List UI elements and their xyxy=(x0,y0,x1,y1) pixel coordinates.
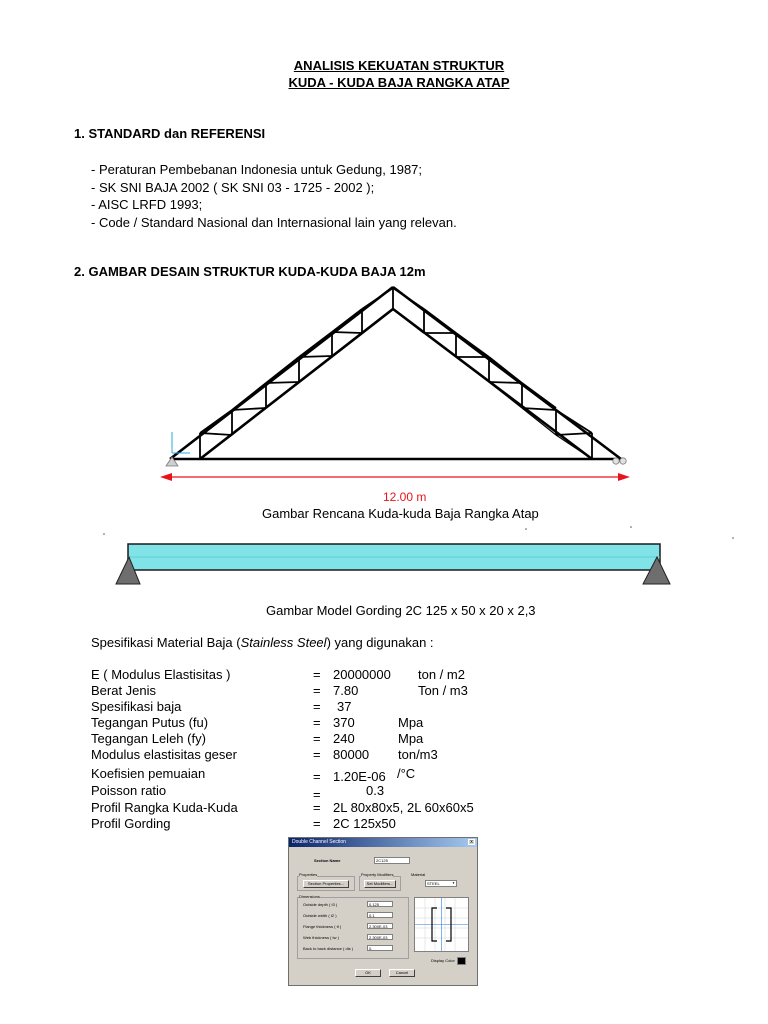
spec-equals: = xyxy=(313,667,321,682)
spec-label: Spesifikasi baja xyxy=(91,699,182,714)
dimensions-label: Dimensions xyxy=(299,894,320,899)
cancel-button[interactable]: Cancel xyxy=(389,969,415,977)
spec-equals: = xyxy=(313,787,321,802)
section-properties-button[interactable]: Section Properties... xyxy=(303,880,349,888)
spec-value: 240 xyxy=(333,731,355,746)
spec-value: 37 xyxy=(337,699,352,714)
material-value: STEEL xyxy=(427,881,440,886)
truss-caption: Gambar Rencana Kuda-kuda Baja Rangka Atap xyxy=(262,506,539,521)
spec-value: 370 xyxy=(333,715,355,730)
section-preview xyxy=(414,897,469,952)
spec-value: 1.20E-06 xyxy=(333,769,386,784)
set-modifiers-button[interactable]: Set Modifiers... xyxy=(364,880,396,888)
field-input[interactable]: 0.125 xyxy=(367,901,393,907)
spec-unit: /°C xyxy=(397,766,416,781)
spec-value: 0.3 xyxy=(366,783,385,798)
spec-value: 80000 xyxy=(333,747,370,762)
material-label: Material xyxy=(411,872,426,877)
truss-bracing xyxy=(200,333,592,459)
left-support xyxy=(166,432,190,466)
spec-label: Profil Gording xyxy=(91,816,171,831)
spec-equals: = xyxy=(313,699,321,714)
spec-equals: = xyxy=(313,800,321,815)
display-color-swatch[interactable] xyxy=(457,957,466,965)
spec-equals: = xyxy=(313,747,321,762)
dialog-title: Double Channel Section xyxy=(292,839,346,845)
field-label: Flange thickness ( tf ) xyxy=(303,924,342,929)
section2-heading: 2. GAMBAR DESAIN STRUKTUR KUDA-KUDA BAJA 12m xyxy=(74,264,426,279)
section-name-input[interactable]: 2C125 xyxy=(374,857,410,864)
field-input[interactable]: 2.300E-03 xyxy=(367,934,393,940)
document-title-line2: KUDA - KUDA BAJA RANGKA ATAP xyxy=(288,75,510,90)
span-dimension-line xyxy=(160,473,630,481)
material-intro-italic: Stainless Steel xyxy=(240,635,327,650)
spec-value: 20000000 xyxy=(333,667,391,682)
field-input[interactable]: 2.300E-03 xyxy=(367,923,393,929)
field-input[interactable]: 0. xyxy=(367,945,393,951)
spec-unit: Mpa xyxy=(398,715,424,730)
document-title-line1: ANALISIS KEKUATAN STRUKTUR xyxy=(293,58,505,73)
material-intro-after: ) yang digunakan : xyxy=(326,635,434,650)
double-channel-icon xyxy=(415,898,468,951)
spec-unit: Mpa xyxy=(398,731,424,746)
spec-equals: = xyxy=(313,731,321,746)
spec-label: Tegangan Leleh (fy) xyxy=(91,731,206,746)
reference-item: - SK SNI BAJA 2002 ( SK SNI 03 - 1725 - 2002 ); xyxy=(91,179,375,195)
property-modifiers-label: Property Modifiers xyxy=(361,872,394,877)
spec-label: E ( Modulus Elastisitas ) xyxy=(91,667,231,682)
dialog-title-bar xyxy=(289,838,477,847)
spec-label: Koefisien pemuaian xyxy=(91,766,206,781)
spec-unit: ton/m3 xyxy=(398,747,438,762)
span-dimension-label: 12.00 m xyxy=(383,490,427,504)
spec-value: 2L 80x80x5, 2L 60x60x5 xyxy=(333,800,474,815)
section1-heading: 1. STANDARD dan REFERENSI xyxy=(74,126,266,141)
reference-item: - Peraturan Pembebanan Indonesia untuk Gedung, 1987; xyxy=(91,162,423,177)
spec-unit: ton / m2 xyxy=(418,667,465,682)
spec-equals: = xyxy=(313,769,321,784)
reference-item: - Code / Standard Nasional dan Internasional lain yang relevan. xyxy=(91,214,457,230)
reference-item: - AISC LRFD 1993; xyxy=(91,197,203,212)
material-intro xyxy=(91,635,434,650)
spec-label: Tegangan Putus (fu) xyxy=(91,715,209,730)
material-select[interactable] xyxy=(425,880,457,887)
spec-equals: = xyxy=(313,715,321,730)
field-label: Back to back distance ( dis ) xyxy=(303,946,354,951)
chevron-down-icon: ▼ xyxy=(452,881,455,885)
double-channel-section-dialog xyxy=(288,837,478,986)
spec-equals: = xyxy=(313,816,321,831)
spec-label: Profil Rangka Kuda-Kuda xyxy=(91,800,238,815)
material-intro-before: Spesifikasi Material Baja ( xyxy=(91,635,241,650)
spec-value: 7.80 xyxy=(333,683,359,698)
display-color-label: Display Color xyxy=(431,958,455,963)
field-label: Outside depth ( t3 ) xyxy=(303,902,338,907)
spec-label: Modulus elastisitas geser xyxy=(91,747,237,762)
field-label: Outside width ( t2 ) xyxy=(303,913,337,918)
ok-button[interactable]: OK xyxy=(355,969,381,977)
gording-beam-model xyxy=(103,526,734,584)
properties-label: Properties xyxy=(299,872,318,877)
spec-label: Poisson ratio xyxy=(91,783,167,798)
field-input[interactable]: 0.1 xyxy=(367,912,393,918)
field-label: Web thickness ( tw ) xyxy=(303,935,339,940)
close-icon[interactable]: x xyxy=(468,839,475,845)
spec-unit: Ton / m3 xyxy=(418,683,468,698)
spec-equals: = xyxy=(313,683,321,698)
spec-value: 2C 125x50 xyxy=(333,816,396,831)
section-name-label: Section Name xyxy=(314,858,341,863)
spec-label: Berat Jenis xyxy=(91,683,157,698)
gording-caption: Gambar Model Gording 2C 125 x 50 x 20 x 2,3 xyxy=(266,603,536,618)
